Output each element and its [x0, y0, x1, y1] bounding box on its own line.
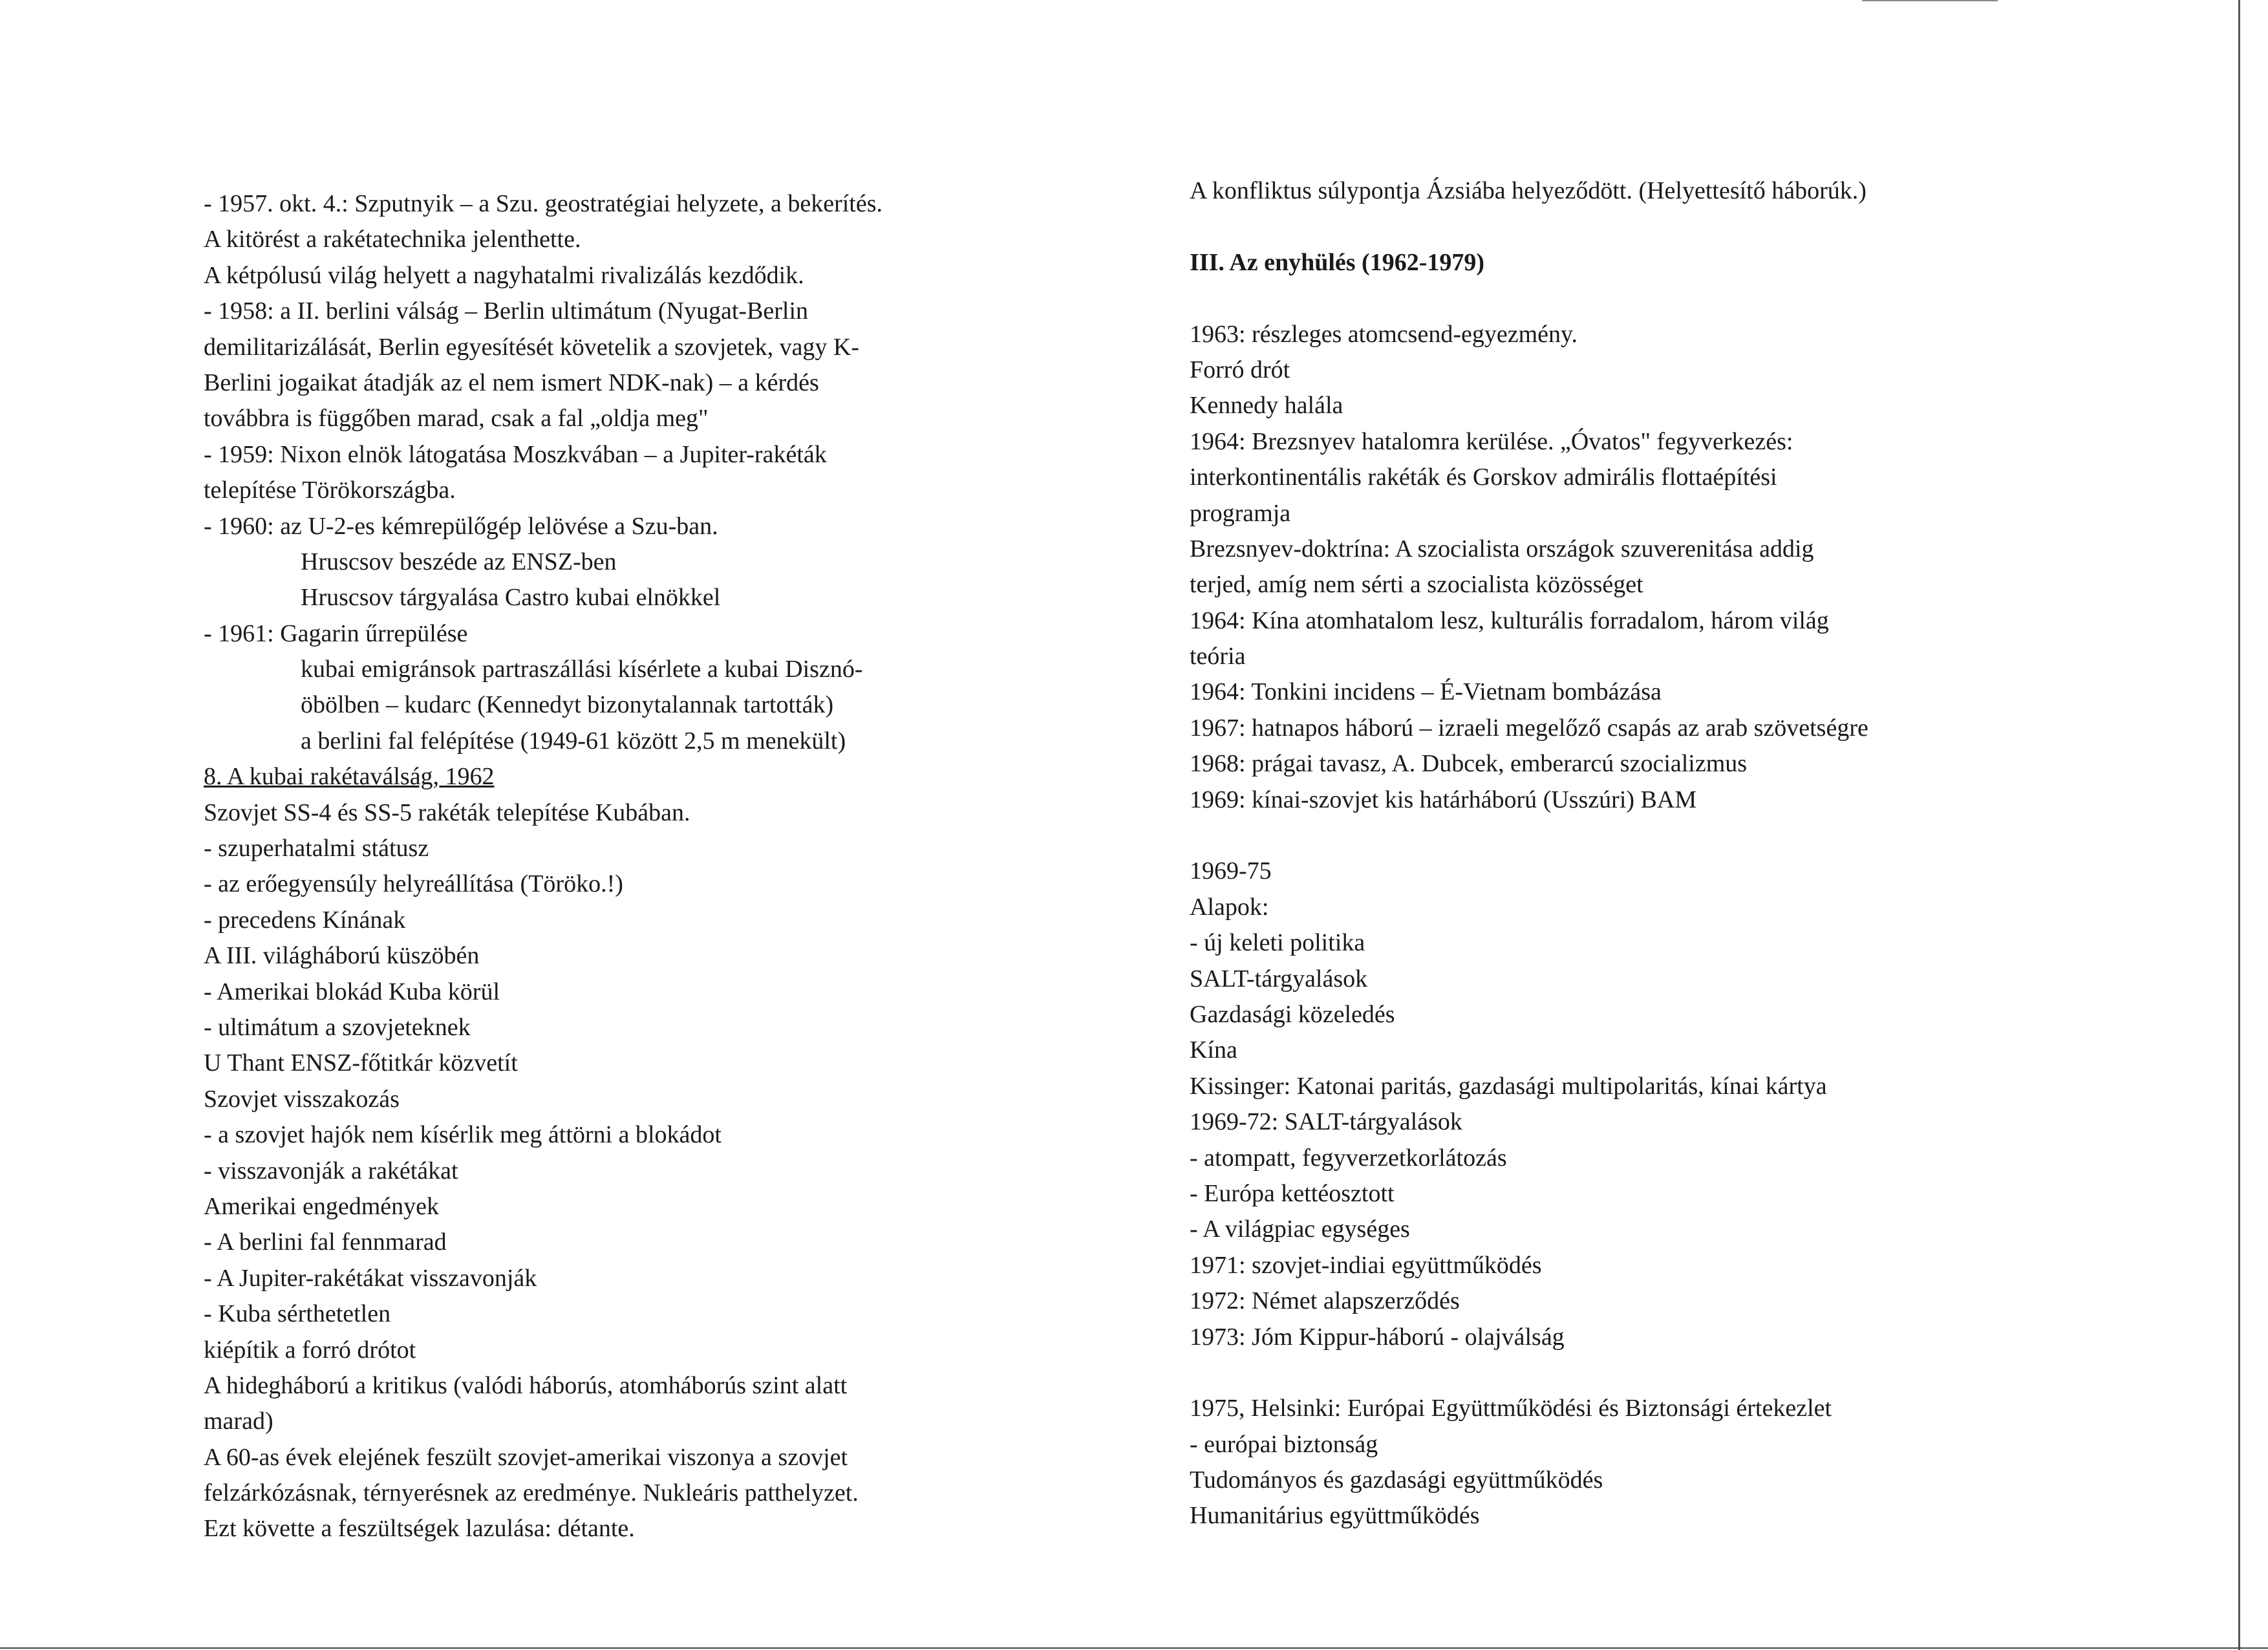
text-line: Ezt követte a feszültségek lazulása: détante. — [204, 1515, 635, 1543]
text-line: - precedens Kínának — [204, 906, 406, 934]
text-line: a berlini fal felépítése (1949-61 között 2,5 m menekült) — [301, 727, 846, 755]
scan-edge-right — [2238, 0, 2240, 1650]
text-line: - atompatt, fegyverzetkorlátozás — [1190, 1144, 1507, 1172]
text-line: Berlini jogaikat átadják az el nem ismert NDK-nak) – a kérdés — [204, 369, 819, 396]
text-line: továbbra is függőben marad, csak a fal „oldja meg" — [204, 405, 709, 433]
text-line: interkontinentális rakéták és Gorskov admirális flottaépítési — [1190, 464, 1777, 491]
text-line: A kitörést a rakétatechnika jelenthette. — [204, 226, 581, 253]
blank-line — [1190, 818, 1868, 853]
text-line: öbölben – kudarc (Kennedyt bizonytalannak tartották) — [301, 691, 834, 719]
text-line: A kétpólusú világ helyett a nagyhatalmi rivalizálás kezdődik. — [204, 261, 804, 289]
blank-line — [1190, 209, 1868, 244]
text-line: Brezsnyev-doktrína: A szocialista országok szuverenitása addig — [1190, 535, 1814, 562]
text-line: - az erőegyensúly helyreállítása (Törökо.!) — [204, 870, 623, 898]
text-line: terjed, amíg nem sérti a szocialista közösséget — [1190, 571, 1643, 599]
text-line: Kissinger: Katonai paritás, gazdasági multipolaritás, kínai kártya — [1190, 1072, 1827, 1100]
text-line: - A Jupiter-rakétákat visszavonják — [204, 1264, 537, 1292]
text-line: kiépítik a forró drótot — [204, 1336, 416, 1364]
text-line: - 1961: Gagarin űrrepülése — [204, 619, 468, 647]
text-line: Humanitárius együttműködés — [1190, 1502, 1480, 1530]
text-line: - ultimátum a szovjeteknek — [204, 1013, 471, 1041]
text-line: 1971: szovjet-indiai együttműködés — [1190, 1251, 1542, 1279]
text-line: - Európa kettéosztott — [1190, 1179, 1395, 1207]
text-line: 1964: Kína atomhatalom lesz, kulturális forradalom, három világ — [1190, 606, 1829, 634]
text-line: demilitarizálását, Berlin egyesítését követelik a szovjetek, vagy K- — [204, 333, 860, 361]
scan-edge-top — [1862, 0, 1998, 1]
text-line: 1975, Helsinki: Európai Együttműködési és Biztonsági értekezlet — [1190, 1395, 1832, 1422]
text-line: 1969-75 — [1190, 857, 1272, 885]
text-line: Hruscsov beszéde az ENSZ-ben — [301, 548, 617, 575]
text-line: - Kuba sérthetetlen — [204, 1300, 391, 1328]
text-line: programja — [1190, 499, 1291, 527]
text-line: Alapok: — [1190, 893, 1269, 921]
text-line: Hruscsov tárgyalása Castro kubai elnökkel — [301, 584, 721, 612]
scan-edge-bottom — [0, 1647, 2268, 1649]
text-line: 1963: részleges atomcsend-egyezmény. — [1190, 320, 1578, 348]
text-line: Szovjet visszakozás — [204, 1085, 400, 1113]
text-line: - európai biztonság — [1190, 1430, 1378, 1458]
text-line: 1968: prágai tavasz, A. Dubcek, emberarcú szocializmus — [1190, 750, 1748, 778]
text-line: - a szovjet hajók nem kísérlik meg áttörni a blokádot — [204, 1121, 722, 1149]
text-line: - 1957. okt. 4.: Szputnyik – a Szu. geostratégiai helyzete, a bekerítés. — [204, 190, 883, 217]
text-line: - 1958: a II. berlini válság – Berlin ultimátum (Nyugat-Berlin — [204, 297, 809, 325]
text-line: A 60-as évek elejének feszült szovjet-amerikai viszonya a szovjet — [204, 1443, 848, 1471]
text-line: - A berlini fal fennmarad — [204, 1228, 447, 1256]
text-line: Tudományos és gazdasági együttműködés — [1190, 1466, 1603, 1494]
text-line: telepítése Törökországba. — [204, 477, 456, 504]
text-line: Kína — [1190, 1036, 1237, 1064]
text-line: kubai emigránsok partraszállási kísérlete a kubai Disznó- — [301, 656, 863, 683]
text-line: teória — [1190, 643, 1246, 670]
text-line: 1969: kínai-szovjet kis határháború (Usszúri) BAM — [1190, 786, 1697, 813]
text-line: A hidegháború a kritikus (valódi háborús, atomháborús szint alatt — [204, 1371, 848, 1399]
text-line: - visszavonják a rakétákat — [204, 1157, 458, 1184]
text-line: - 1960: az U-2-es kémrepülőgép lelövése a Szu-ban. — [204, 512, 718, 540]
text-line: marad) — [204, 1408, 273, 1435]
text-line: 1973: Jóm Kippur-háború - olajválság — [1190, 1323, 1565, 1351]
text-line: felzárkózásnak, térnyerésnek az eredménye. Nukleáris patthelyzet. — [204, 1479, 859, 1507]
text-line: - 1959: Nixon elnök látogatása Moszkvában – a Jupiter-rakéták — [204, 440, 827, 468]
text-line: Forró drót — [1190, 356, 1290, 383]
left-column — [204, 186, 883, 1547]
section-heading: III. Az enyhülés (1962-1979) — [1190, 248, 1485, 276]
text-line: 1964: Brezsnyev hatalomra kerülése. „Óvatos" fegyverkezés: — [1190, 427, 1793, 455]
right-column — [1190, 173, 1868, 1534]
text-line: - szuperhatalmi státusz — [204, 835, 429, 862]
text-line: 1964: Tonkini incidens – É-Vietnam bombázása — [1190, 678, 1662, 706]
text-line: Kennedy halála — [1190, 392, 1343, 420]
blank-line — [1190, 281, 1868, 316]
text-line: A III. világháború küszöbén — [204, 942, 480, 970]
text-line: 1969-72: SALT-tárgyalások — [1190, 1108, 1462, 1136]
text-line: U Thant ENSZ-főtitkár közvetít — [204, 1049, 518, 1077]
text-line: - új keleti politika — [1190, 929, 1365, 957]
text-line: - A világpiac egységes — [1190, 1216, 1410, 1243]
text-line: 1972: Német alapszerződés — [1190, 1287, 1460, 1315]
text-line: - Amerikai blokád Kuba körül — [204, 978, 500, 1005]
text-line: Szovjet SS-4 és SS-5 rakéták telepítése Kubában. — [204, 798, 690, 826]
text-line: 1967: hatnapos háború – izraeli megelőző csapás az arab szövetségre — [1190, 714, 1868, 742]
text-line: Amerikai engedmények — [204, 1192, 440, 1220]
text-line: SALT-tárgyalások — [1190, 965, 1368, 992]
text-line: A konfliktus súlypontja Ázsiába helyeződött. (Helyettesítő háborúk.) — [1190, 177, 1867, 204]
section-heading: 8. A kubai rakétaválság, 1962 — [204, 763, 495, 791]
blank-line — [1190, 1355, 1868, 1391]
text-line: Gazdasági közeledés — [1190, 1000, 1395, 1028]
